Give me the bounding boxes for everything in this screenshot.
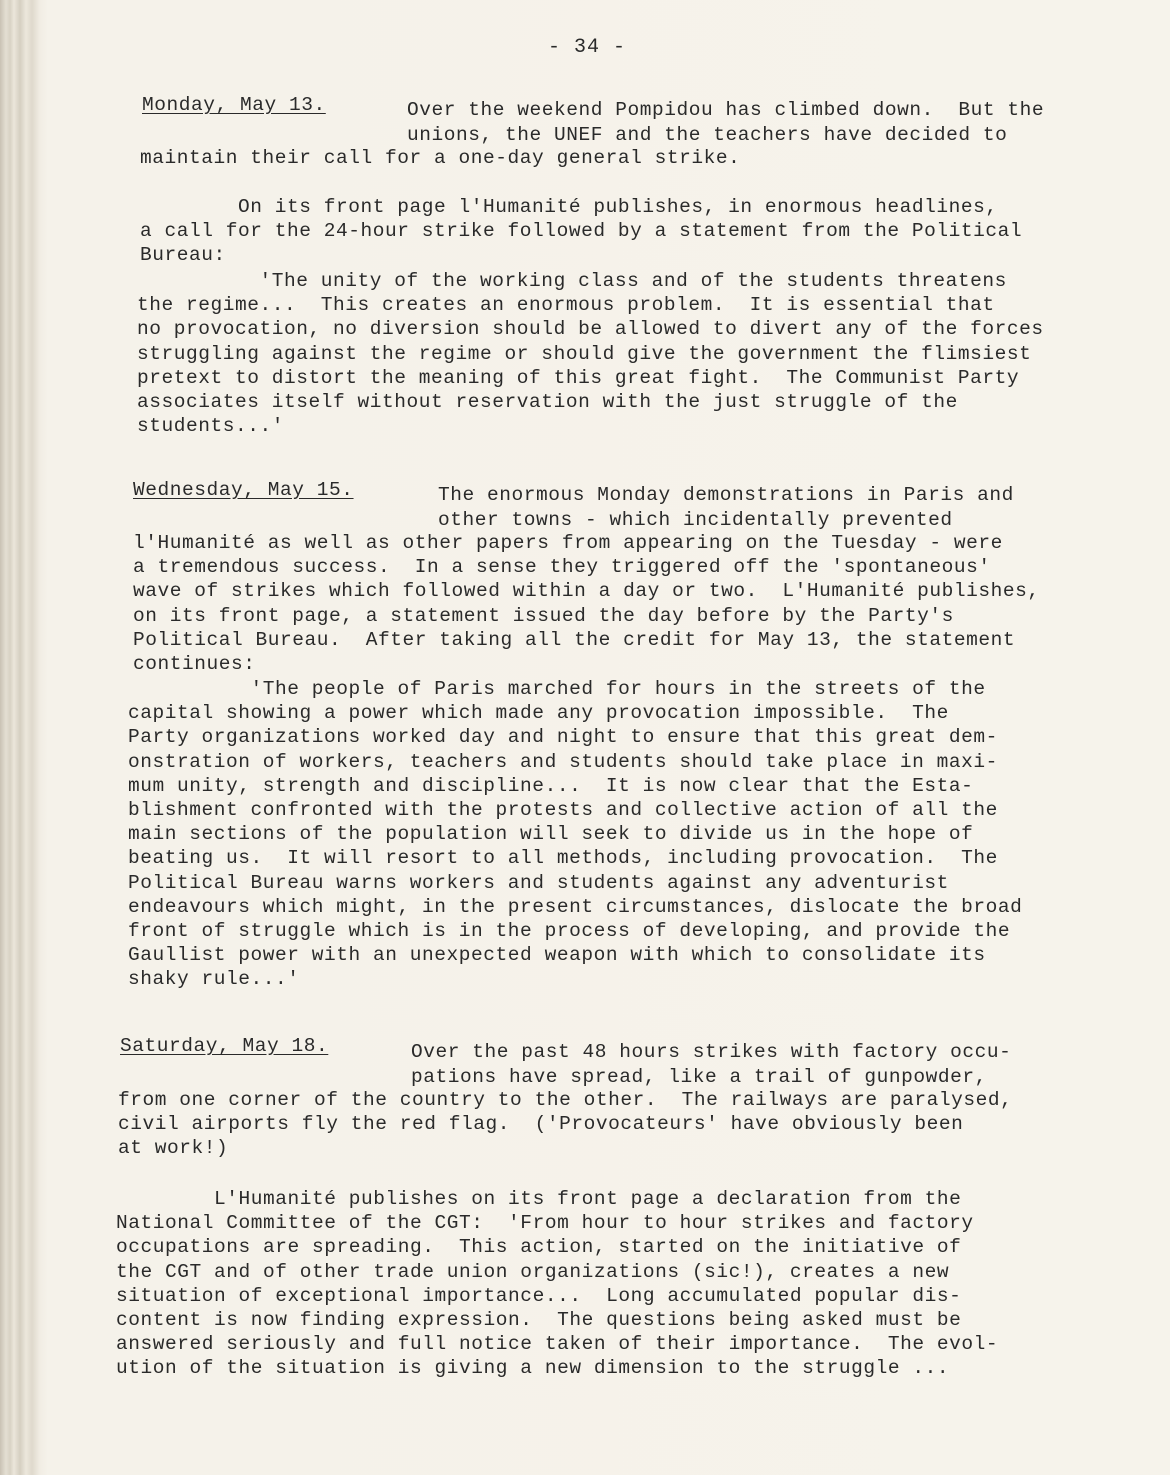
paragraph-line: L'Humanité publishes on its front page a declaration from the xyxy=(116,1188,962,1210)
paragraph-line: on its front page, a statement issued the day before by the Party's xyxy=(133,604,954,627)
entry-lead-may-13-line-1: Over the weekend Pompidou has climbed down. But the xyxy=(407,99,1045,121)
quote-line: no provocation, no diversion should be allowed to divert any of the forces xyxy=(137,318,1044,341)
quote-political-bureau-1 xyxy=(137,269,1044,438)
quote-line: 'The unity of the working class and of the students threatens xyxy=(137,270,1007,292)
paragraph-line: On its front page l'Humanité publishes, in enormous headlines, xyxy=(140,196,998,218)
quote-line: Party organizations worked day and night to ensure that this great dem- xyxy=(128,726,998,749)
quote-line: pretext to distort the meaning of this great fight. The Communist Party xyxy=(137,366,1020,389)
paragraph-line: continues: xyxy=(133,653,256,676)
entry-continuation-may-13: maintain their call for a one-day general strike. xyxy=(140,147,741,169)
paragraph-line: content is now finding expression. The questions being asked must be xyxy=(116,1309,962,1332)
paragraph-line: answered seriously and full notice taken of their importance. The evol- xyxy=(116,1333,999,1356)
paragraph-line: from one corner of the country to the other. The railways are paralysed, xyxy=(118,1089,1013,1111)
entry-lead-may-13-line-2: unions, the UNEF and the teachers have decided to xyxy=(407,124,1008,146)
paragraph-line: Bureau: xyxy=(140,244,226,267)
quote-line: shaky rule...' xyxy=(128,968,300,991)
quote-line: blishment confronted with the protests and collective action of all the xyxy=(128,799,998,822)
entry-lead-may-18-line-1: Over the past 48 hours strikes with factory occu- xyxy=(411,1041,1012,1063)
paragraph-cgt-declaration xyxy=(116,1187,998,1381)
entry-lead-may-15-line-2: other towns - which incidentally prevented xyxy=(438,509,953,531)
quote-political-bureau-2 xyxy=(128,677,1022,992)
entry-lead-may-15-line-1: The enormous Monday demonstrations in Paris and xyxy=(438,484,1014,506)
paragraph-line: the CGT and of other trade union organizations (sic!), creates a new xyxy=(116,1260,950,1283)
paragraph-line: civil airports fly the red flag. ('Provocateurs' have obviously been xyxy=(118,1113,964,1136)
quote-line: struggling against the regime or should give the government the flimsiest xyxy=(137,342,1032,365)
entry-date-may-18: Saturday, May 18. xyxy=(120,1035,329,1057)
paragraph-line: l'Humanité as well as other papers from appearing on the Tuesday - were xyxy=(133,532,1003,554)
quote-line: Gaullist power with an unexpected weapon with which to consolidate its xyxy=(128,944,986,967)
quote-line: students...' xyxy=(137,415,285,438)
paragraph-humanite-headline xyxy=(140,195,1022,268)
quote-line: 'The people of Paris marched for hours in the streets of the xyxy=(128,678,986,700)
paragraph-line: National Committee of the CGT: 'From hour to hour strikes and factory xyxy=(116,1212,974,1235)
paragraph-line: occupations are spreading. This action, started on the initiative of xyxy=(116,1236,962,1259)
paragraph-line: a call for the 24-hour strike followed by a statement from the Political xyxy=(140,220,1023,243)
paragraph-line: wave of strikes which followed within a day or two. L'Humanité publishes, xyxy=(133,580,1040,603)
paragraph-demonstrations xyxy=(133,531,1040,676)
quote-line: main sections of the population will seek to divide us in the hope of xyxy=(128,823,974,846)
entry-lead-may-18-line-2: pations have spread, like a trail of gunpowder, xyxy=(411,1066,987,1088)
paragraph-strikes-spread xyxy=(118,1088,1012,1161)
entry-date-may-15: Wednesday, May 15. xyxy=(133,479,354,501)
entry-date-may-13: Monday, May 13. xyxy=(142,94,326,116)
paragraph-line: Political Bureau. After taking all the credit for May 13, the statement xyxy=(133,628,1016,651)
quote-line: Political Bureau warns workers and students against any adventurist xyxy=(128,871,949,894)
quote-line: beating us. It will resort to all methods, including provocation. The xyxy=(128,847,998,870)
page-number: - 34 - xyxy=(548,36,627,59)
paragraph-line: a tremendous success. In a sense they triggered off the 'spontaneous' xyxy=(133,556,991,579)
paragraph-line: at work!) xyxy=(118,1137,229,1160)
quote-line: associates itself without reservation with the just struggle of the xyxy=(137,391,958,414)
quote-line: front of struggle which is in the process of developing, and provide the xyxy=(128,920,1011,943)
quote-line: mum unity, strength and discipline... It is now clear that the Esta- xyxy=(128,774,974,797)
binding-edge xyxy=(0,0,48,1475)
paragraph-line: ution of the situation is giving a new dimension to the struggle ... xyxy=(116,1357,950,1380)
quote-line: the regime... This creates an enormous problem. It is essential that xyxy=(137,294,995,317)
quote-line: capital showing a power which made any provocation impossible. The xyxy=(128,702,949,725)
quote-line: endeavours which might, in the present circumstances, dislocate the broad xyxy=(128,895,1023,918)
quote-line: onstration of workers, teachers and students should take place in maxi- xyxy=(128,750,998,773)
paragraph-line: situation of exceptional importance... Long accumulated popular dis- xyxy=(116,1284,962,1307)
